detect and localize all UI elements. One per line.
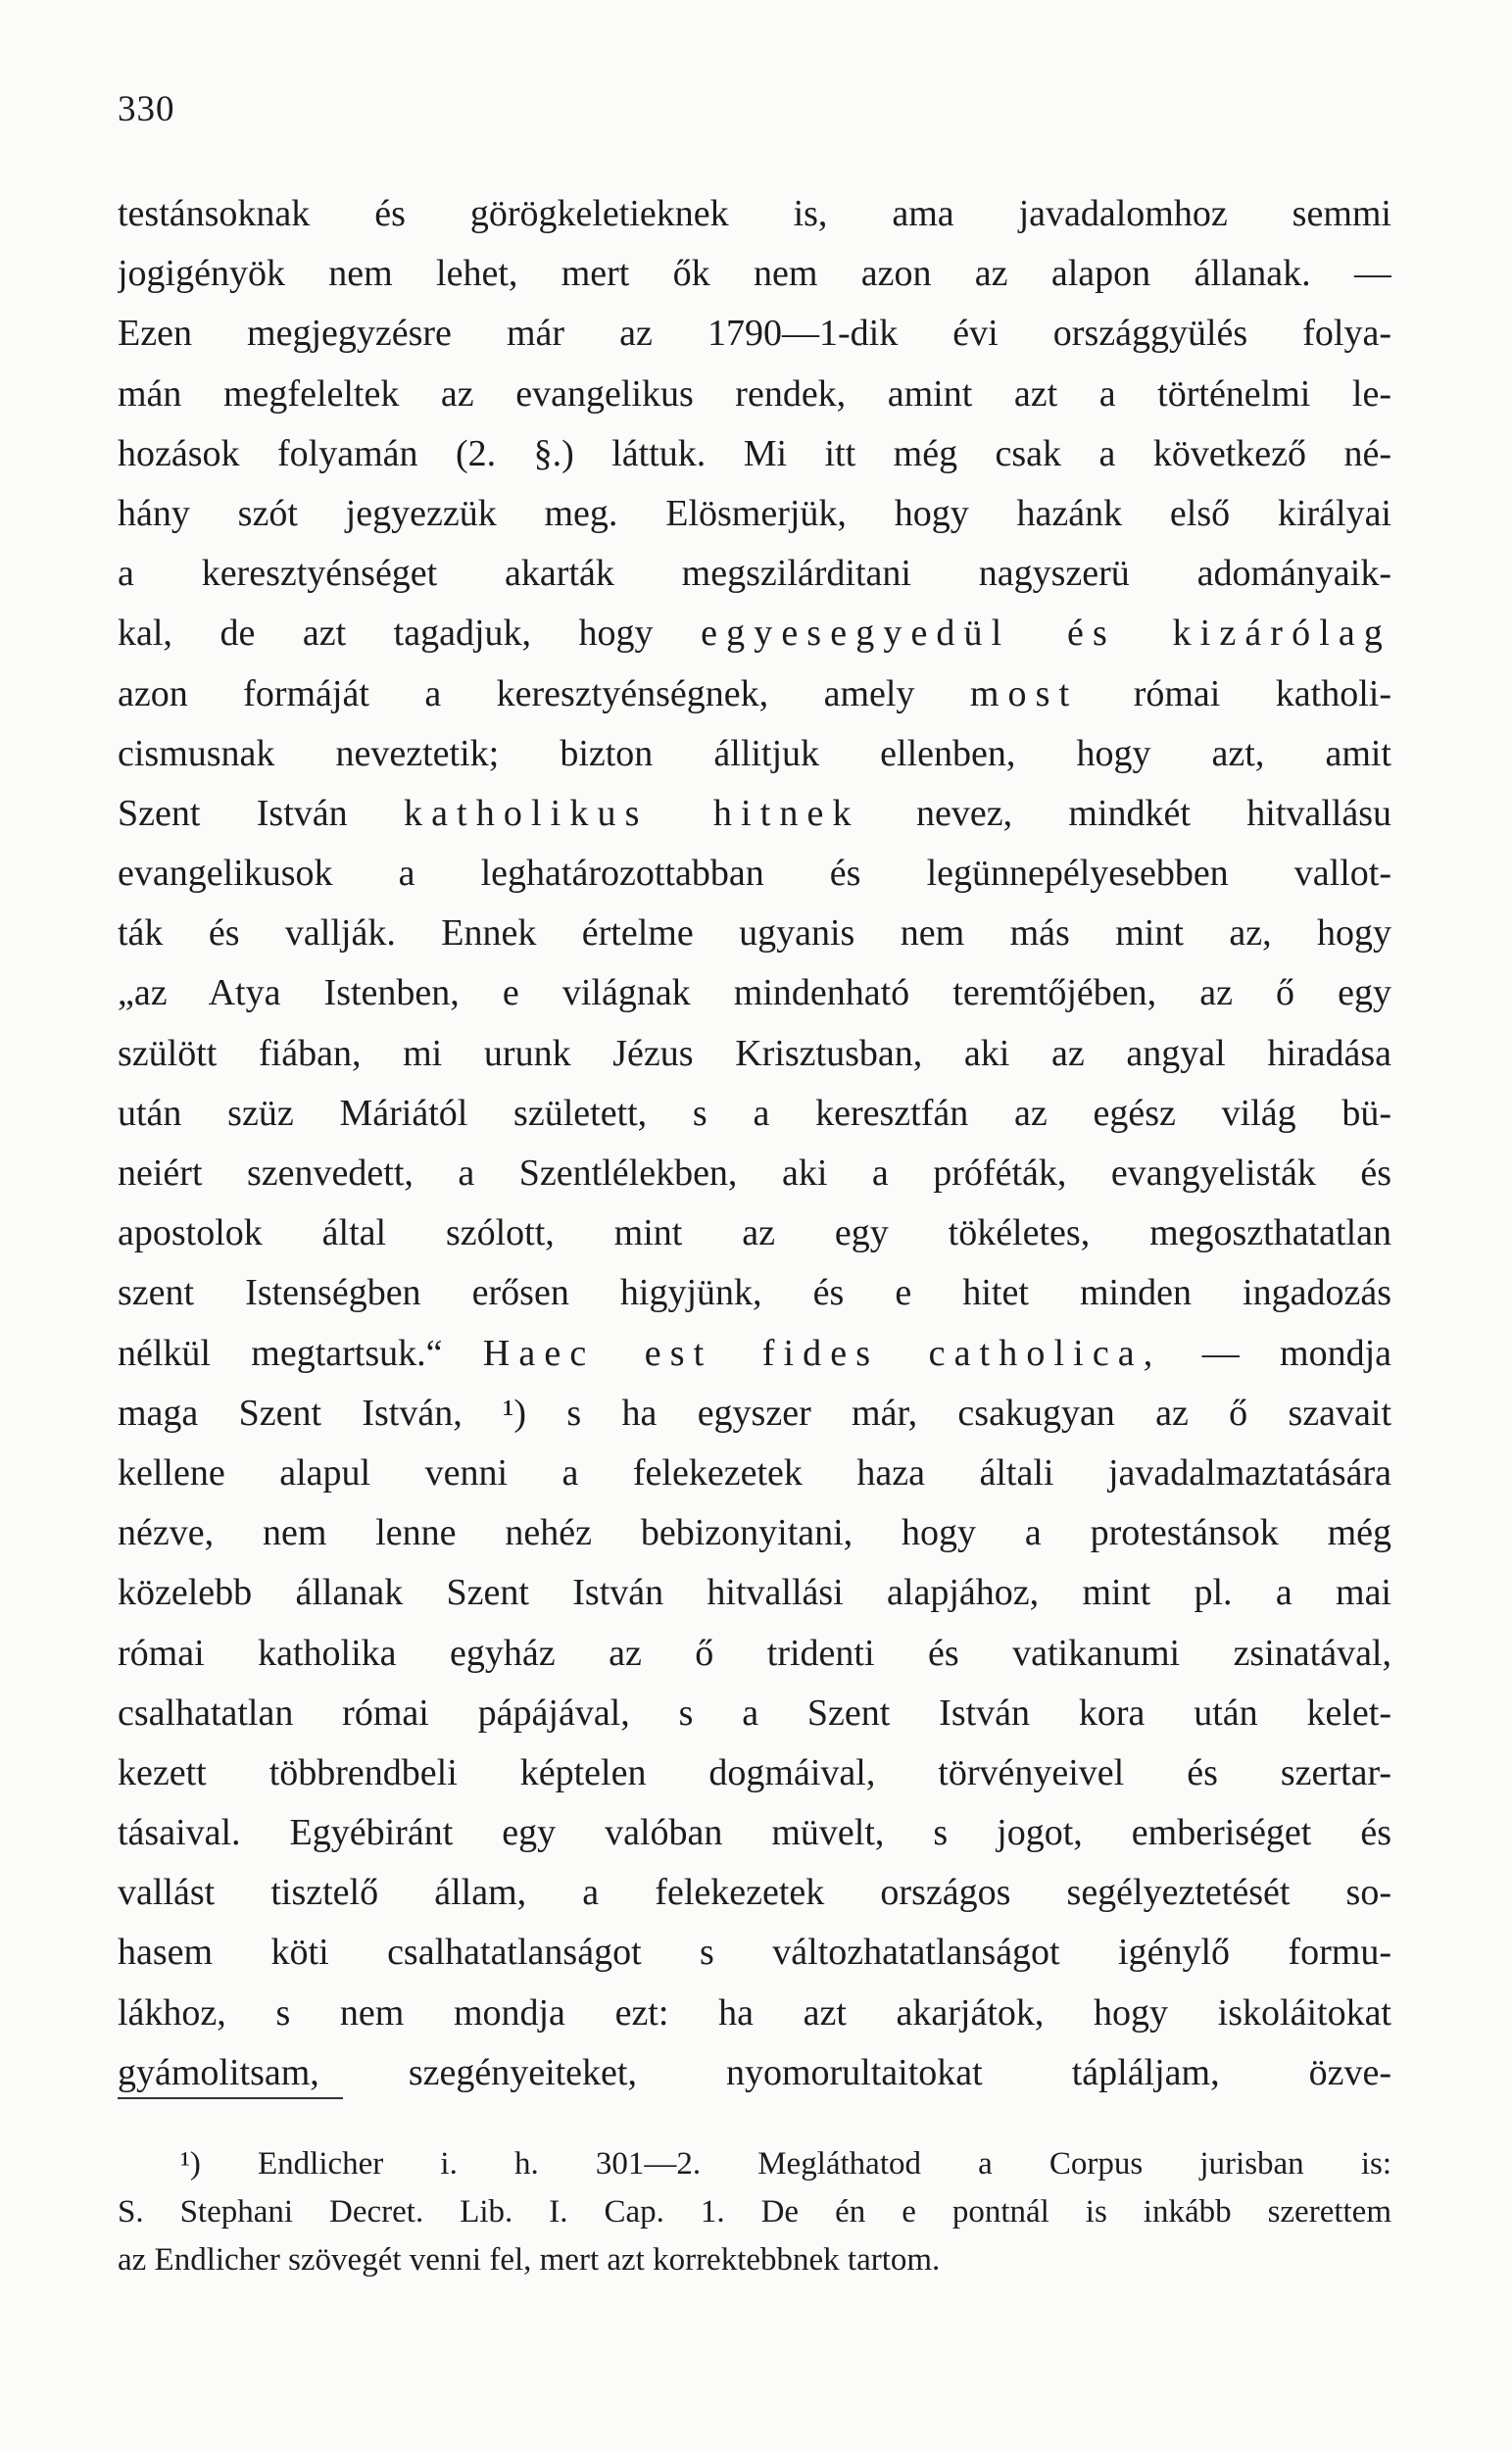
- text-line: csalhatatlan római pápájával, s a Szent István kora után kelet-: [118, 1692, 1391, 1734]
- text-line: hány szót jegyezzük meg. Elösmerjük, hogy hazánk első királyai: [118, 492, 1391, 534]
- text-line: cismusnak neveztetik; bizton állitjuk ellenben, hogy azt, amit: [118, 732, 1391, 774]
- text-line: [118, 784, 1391, 844]
- text-run: Szent István: [118, 792, 404, 834]
- text-line: szülött fiában, mi urunk Jézus Krisztusban, aki az angyal hiradása: [118, 1032, 1391, 1074]
- text-line: jogigényök nem lehet, mert ők nem azon az alapon állanak. —: [118, 253, 1391, 295]
- text-line: [118, 664, 1391, 724]
- spaced-emphasis: most: [969, 672, 1079, 714]
- footnote-line: S. Stephani Decret. Lib. I. Cap. 1. De én e pontnál is inkább szerettem: [118, 2194, 1391, 2230]
- footnote-line: ¹) Endlicher i. h. 301—2. Megláthatod a Corpus jurisban is:: [180, 2146, 1391, 2182]
- text-line: után szüz Máriától született, s a keresztfán az egész világ bü-: [118, 1092, 1391, 1134]
- text-line: szent Istenségben erősen higyjünk, és e hitet minden ingadozás: [118, 1272, 1391, 1314]
- text-line: testánsoknak és görögkeletieknek is, ama javadalomhoz semmi: [118, 193, 1391, 234]
- page-number: 330: [118, 89, 175, 129]
- text-line: ták és vallják. Ennek értelme ugyanis nem más mint az, hogy: [118, 912, 1391, 955]
- text-run: nevez, mindkét hitvallásu: [859, 792, 1391, 834]
- footnote: [118, 2140, 1391, 2284]
- text-line: „az Atya Istenben, e világnak mindenható teremtőjében, az ő egy: [118, 972, 1391, 1014]
- footnote-line: az Endlicher szövegét venni fel, mert azt korrektebbnek tartom.: [118, 2242, 941, 2278]
- text-line: kezett többrendbeli képtelen dogmáival, törvényeivel és szertar-: [118, 1751, 1391, 1793]
- text-line: a keresztyénséget akarták megszilárditani nagyszerü adományaik-: [118, 553, 1391, 595]
- text-line: tásaival. Egyébiránt egy valóban müvelt, s jogot, emberiséget és: [118, 1812, 1391, 1854]
- body-text: [118, 184, 1391, 2103]
- text-line: nézve, nem lenne nehéz bebizonyitani, hogy a protestánsok még: [118, 1512, 1391, 1554]
- text-line: [118, 604, 1391, 663]
- text-line: lákhoz, s nem mondja ezt: ha azt akarjátok, hogy iskoláitokat: [118, 1991, 1391, 2034]
- text-line: gyámolitsam, szegényeiteket, nyomorultaitokat tápláljam, özve-: [118, 2051, 1391, 2093]
- text-run: nélkül megtartsuk.“: [118, 1332, 483, 1374]
- spaced-emphasis: egyesegyedül és kizárólag: [701, 613, 1391, 655]
- text-line: evangelikusok a leghatározottabban és legünnepélyesebben vallot-: [118, 853, 1391, 895]
- text-line: maga Szent István, ¹) s ha egyszer már, csakugyan az ő szavait: [118, 1392, 1391, 1434]
- text-line: Ezen megjegyzésre már az 1790—1-dik évi országgyülés folya-: [118, 313, 1391, 355]
- text-line: vallást tisztelő állam, a felekezetek országos segélyeztetését so-: [118, 1872, 1391, 1914]
- spaced-emphasis: katholikus hitnek: [403, 792, 860, 834]
- text-line: [118, 1324, 1391, 1384]
- text-run: római katholi-: [1078, 672, 1391, 714]
- text-line: kellene alapul venni a felekezetek haza általi javadalmaztatására: [118, 1451, 1391, 1494]
- text-line: római katholika egyház az ő tridenti és vatikanumi zsinatával,: [118, 1632, 1391, 1674]
- text-line: apostolok által szólott, mint az egy tökéletes, megoszthatatlan: [118, 1212, 1391, 1254]
- text-run: — mondja: [1161, 1332, 1391, 1374]
- text-line: neiért szenvedett, a Szentlélekben, aki a próféták, evangyelisták és: [118, 1152, 1391, 1194]
- text-run: azon formáját a keresztyénségnek, amely: [118, 672, 970, 714]
- text-run: kal, de azt tagadjuk, hogy: [118, 613, 702, 655]
- spaced-emphasis: Haec est fides catholica,: [482, 1332, 1162, 1374]
- text-line: közelebb állanak Szent István hitvallási alapjához, mint pl. a mai: [118, 1572, 1391, 1614]
- text-line: hasem köti csalhatatlanságot s változhatatlanságot igénylő formu-: [118, 1932, 1391, 1974]
- footnote-divider: [118, 2097, 343, 2099]
- text-line: mán megfeleltek az evangelikus rendek, amint azt a történelmi le-: [118, 372, 1391, 415]
- text-line: hozások folyamán (2. §.) láttuk. Mi itt még csak a következő né-: [118, 432, 1391, 474]
